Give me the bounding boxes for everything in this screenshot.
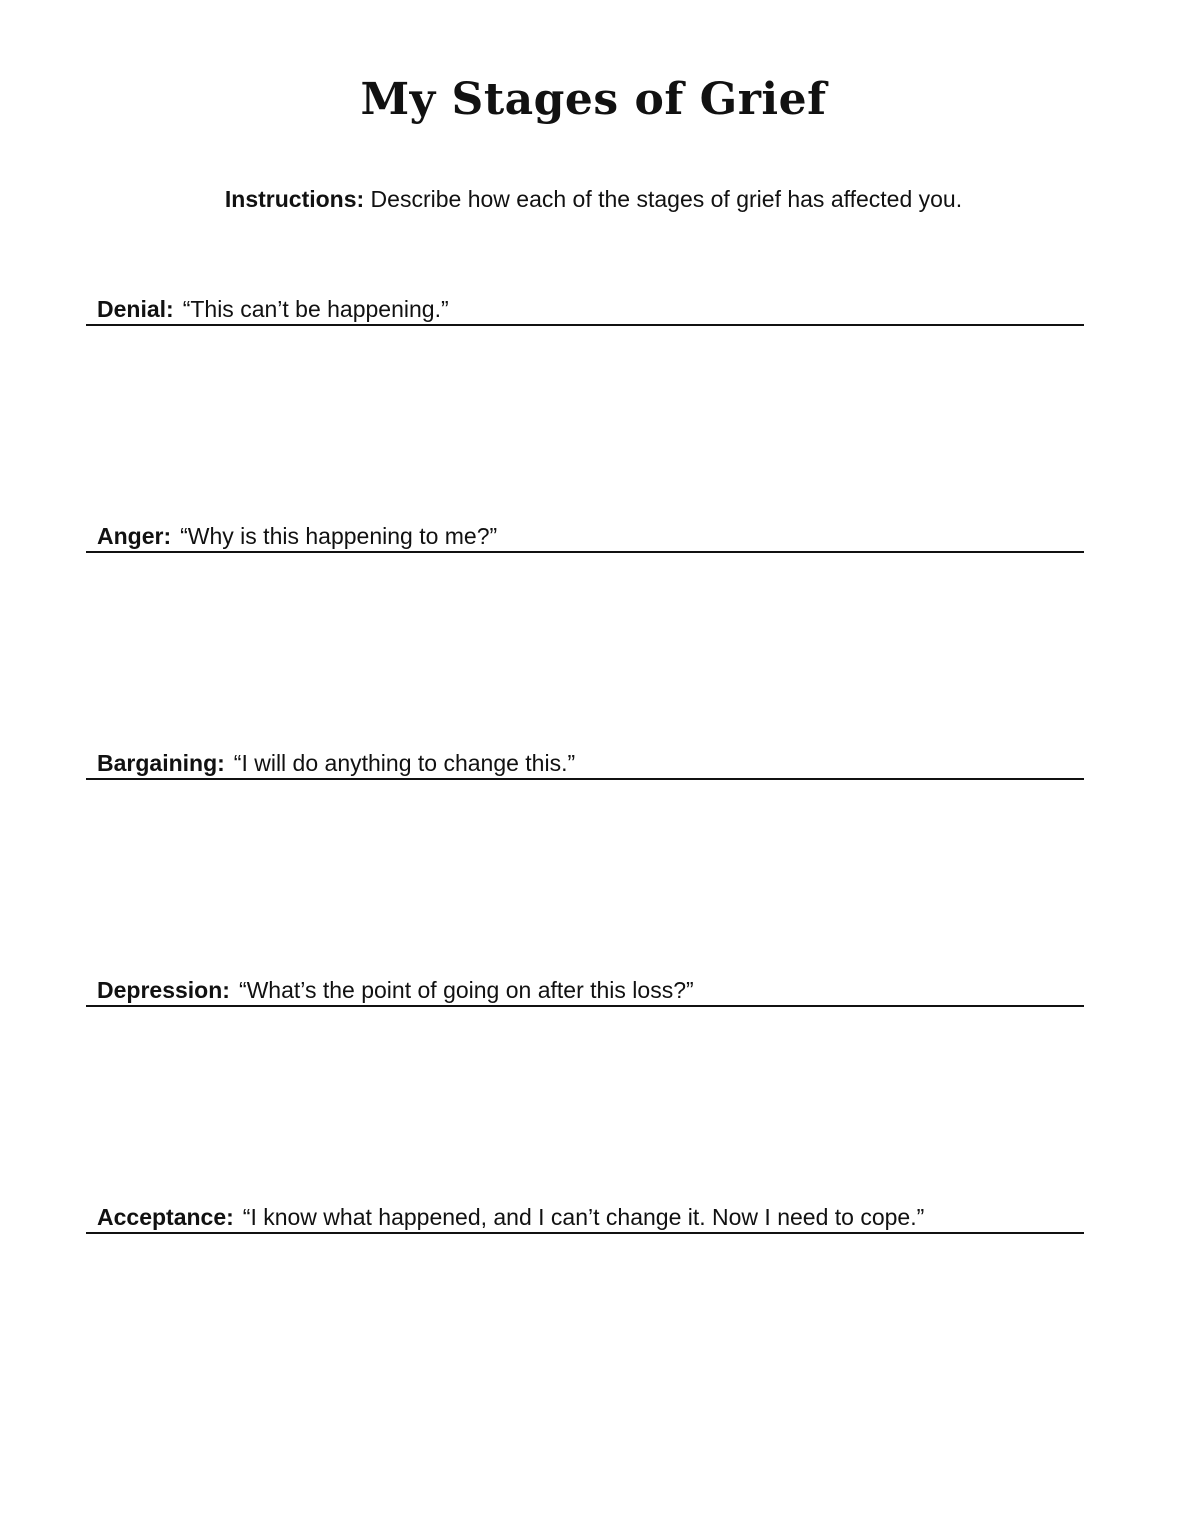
stage-name: Bargaining: — [97, 750, 225, 776]
stage-bargaining-answer-area[interactable] — [86, 782, 1084, 972]
stage-quote: “What’s the point of going on after this loss?” — [238, 977, 694, 1003]
stage-bargaining-heading — [86, 746, 1084, 780]
stage-anger-heading — [86, 519, 1084, 553]
stage-depression-heading — [86, 973, 1084, 1007]
stage-anger-answer-area[interactable] — [86, 555, 1084, 745]
stage-denial-answer-area[interactable] — [86, 328, 1084, 518]
instructions-label: Instructions: — [224, 186, 365, 212]
page-title: My Stages of Grief — [360, 74, 827, 125]
stage-name: Denial: — [97, 296, 174, 322]
stage-quote: “Why is this happening to me?” — [180, 523, 498, 549]
stage-quote: “I know what happened, and I can’t change it. Now I need to cope.” — [242, 1204, 925, 1230]
stage-acceptance-heading — [86, 1200, 1084, 1234]
stage-name: Anger: — [97, 523, 172, 549]
stage-quote: “I will do anything to change this.” — [233, 750, 576, 776]
stage-quote: “This can’t be happening.” — [182, 296, 449, 322]
stage-name: Depression: — [97, 977, 230, 1003]
stage-denial-heading — [86, 292, 1084, 326]
stage-acceptance-answer-area[interactable] — [86, 1236, 1084, 1496]
stage-name: Acceptance: — [97, 1204, 234, 1230]
instructions — [0, 183, 1187, 215]
instructions-text: Describe how each of the stages of grief has affected you. — [364, 186, 963, 212]
stage-depression-answer-area[interactable] — [86, 1009, 1084, 1199]
